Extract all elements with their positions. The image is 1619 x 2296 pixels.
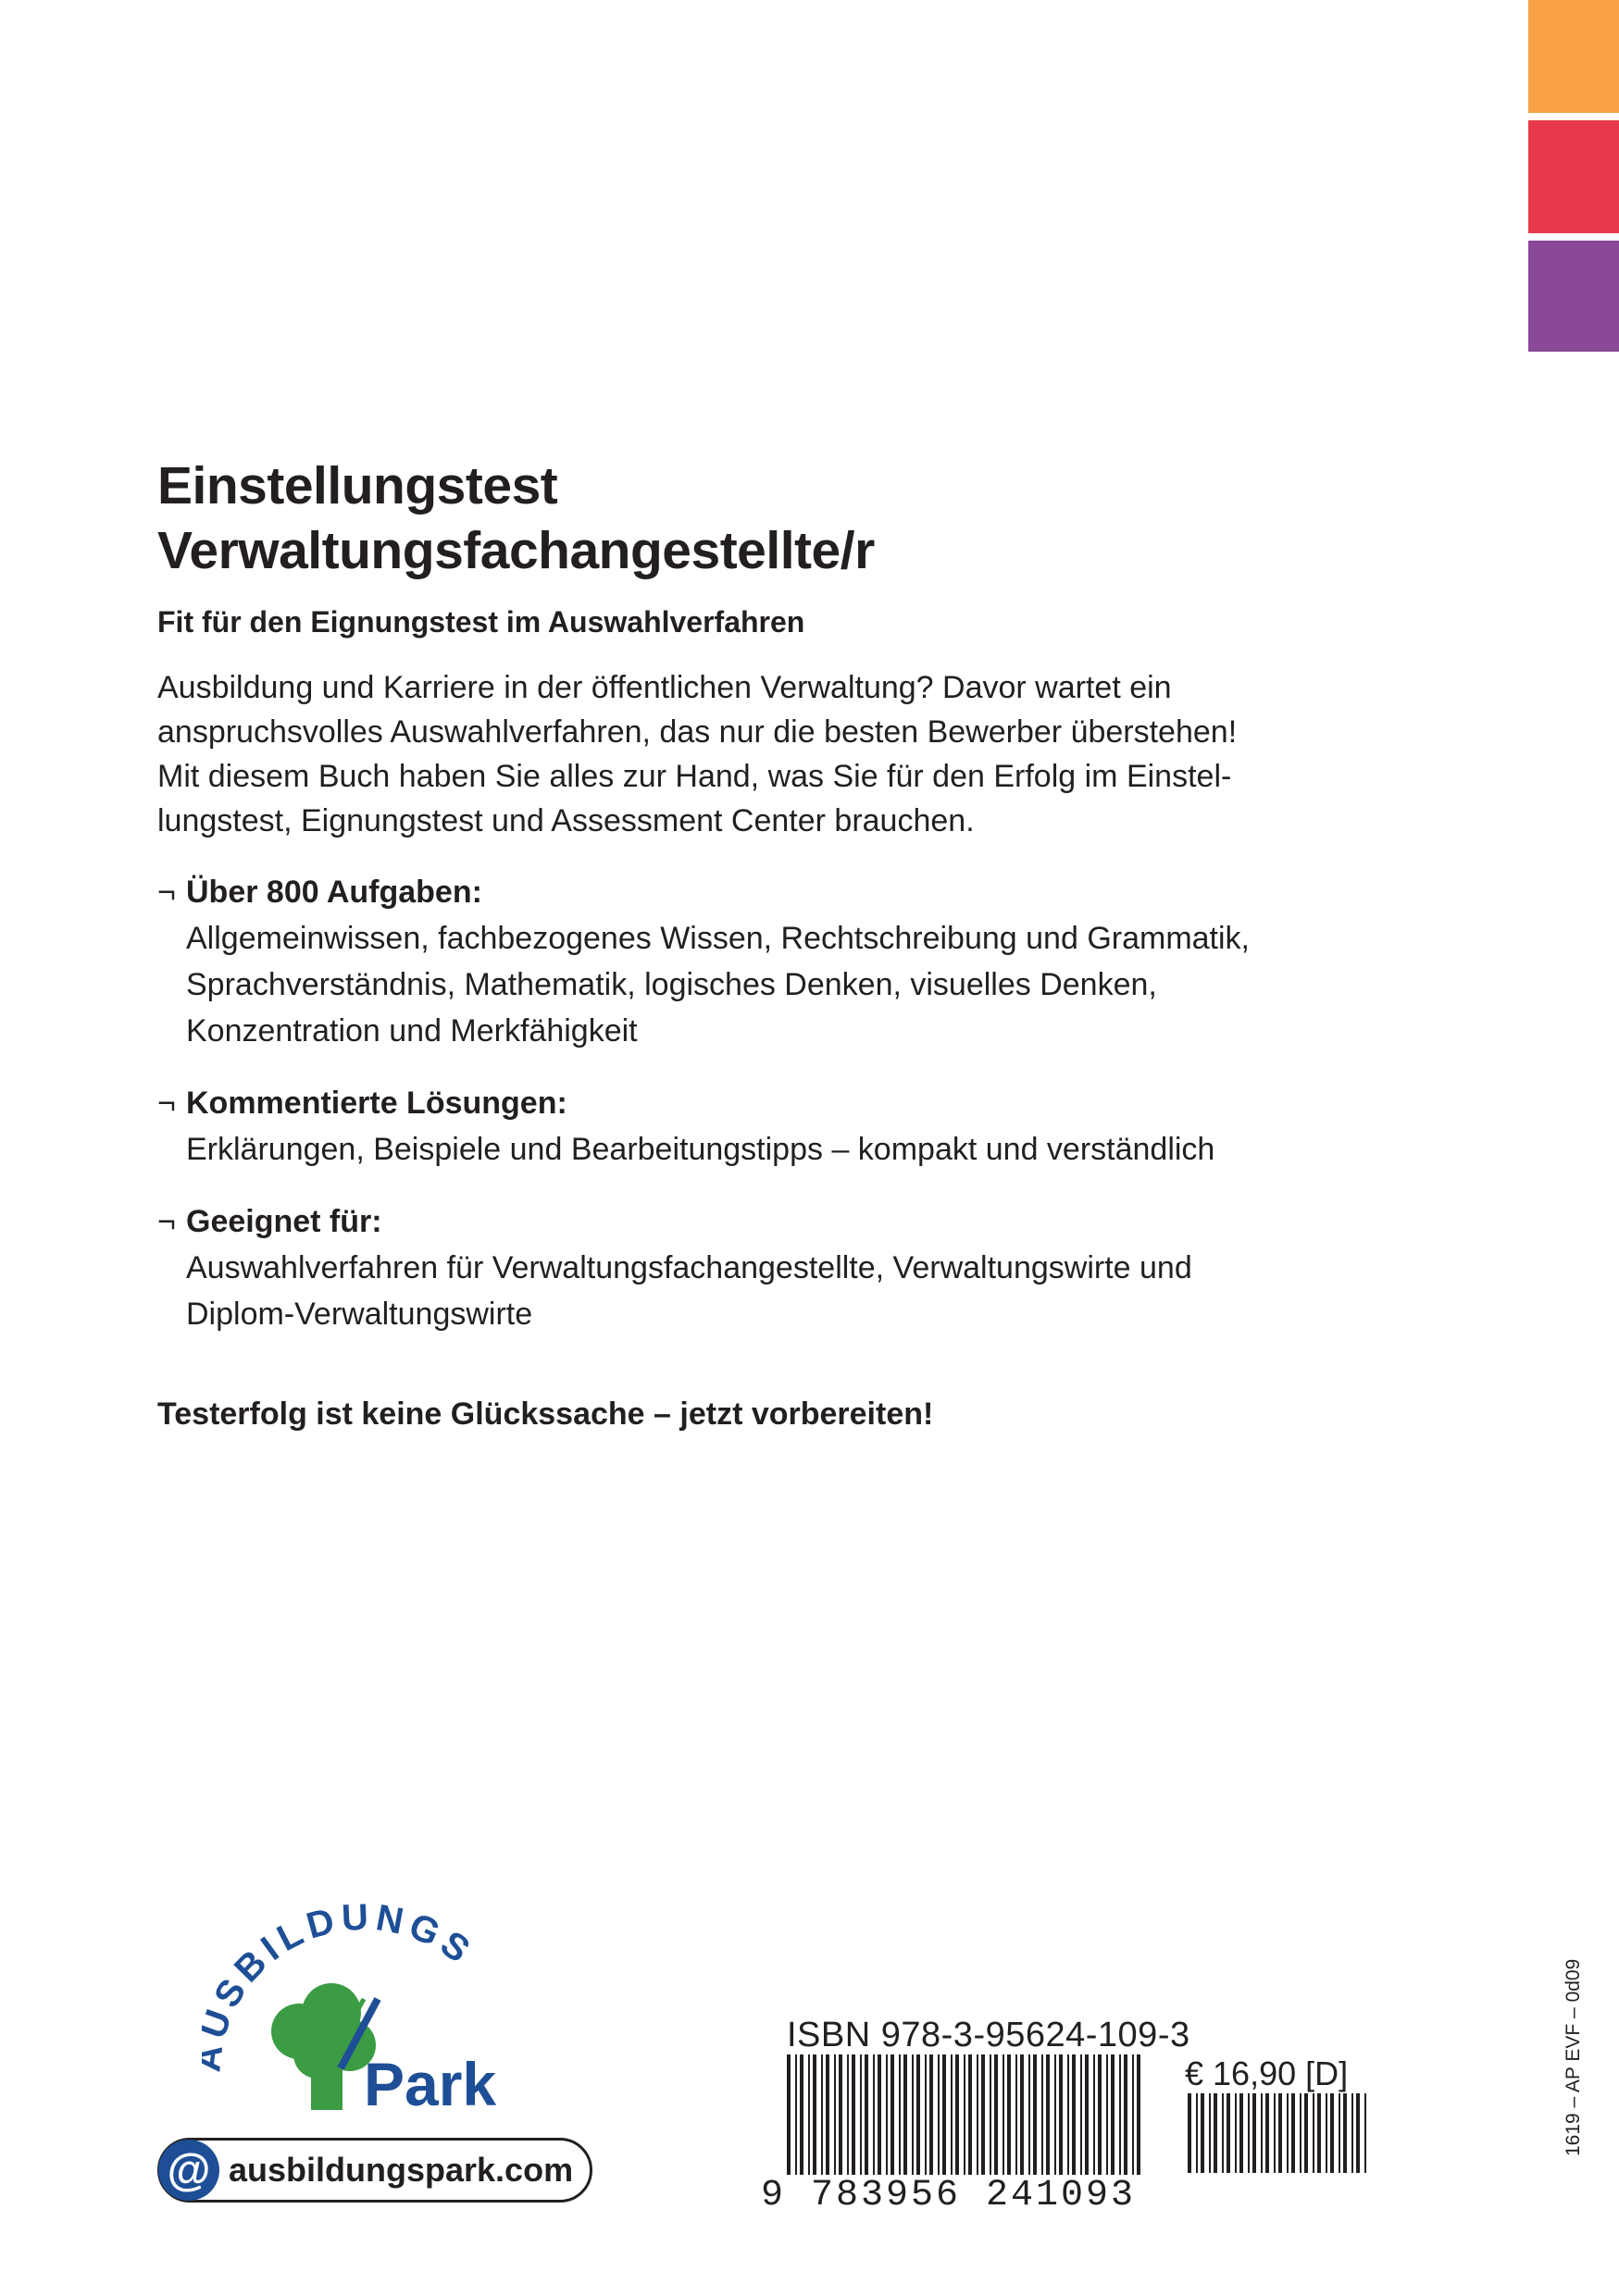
tree-icon — [271, 1983, 378, 2110]
barcode-bar — [1003, 2054, 1004, 2175]
barcode-bar — [1041, 2054, 1043, 2175]
barcode-bar — [1119, 2054, 1121, 2175]
barcode-bar — [847, 2054, 849, 2175]
title-line-1: Einstellungstest — [157, 456, 558, 515]
at-icon: @ — [158, 2140, 219, 2201]
barcode-bar — [1098, 2054, 1102, 2175]
feature-heading-text: Über 800 Aufgaben: — [186, 875, 482, 910]
barcode-bar — [813, 2054, 816, 2175]
feature-line: Sprachverständnis, Mathematik, logisches Denken, visuelles Denken, — [186, 967, 1157, 1002]
barcode-bar — [938, 2054, 940, 2175]
feature-body — [157, 1245, 1334, 1337]
barcode-bar — [1046, 2054, 1050, 2175]
barcode-bar — [1317, 2093, 1321, 2173]
barcode-bar — [1132, 2054, 1134, 2175]
intro-line: lungstest, Eignungstest und Assessment Center brauchen. — [157, 803, 975, 838]
closing-slogan: Testerfolg ist keine Glückssache – jetzt vorbereiten! — [157, 1396, 934, 1432]
intro-line: Ausbildung und Karriere in der öffentlichen Verwaltung? Davor wartet ein — [157, 670, 1172, 705]
barcode-bar — [1072, 2054, 1076, 2175]
isbn-barcode — [787, 2054, 1148, 2175]
intro-line: anspruchsvolles Auswahlverfahren, das nur die besten Bewerber überstehen! — [157, 714, 1238, 750]
logo-graphic — [202, 1902, 554, 2124]
barcode-bar — [873, 2054, 875, 2175]
barcode-bar — [1080, 2054, 1082, 2175]
barcode-bar — [1364, 2093, 1366, 2173]
barcode-bar — [1343, 2093, 1347, 2173]
barcode-bar — [1265, 2093, 1269, 2173]
barcode-bar — [1028, 2054, 1030, 2175]
barcode-bar — [1106, 2054, 1108, 2175]
logo-wordmark: Park — [364, 2050, 497, 2118]
barcode-bar — [1330, 2093, 1334, 2173]
barcode-bar — [1339, 2093, 1340, 2173]
feature-body — [157, 1126, 1334, 1173]
website-url: ausbildungspark.com — [229, 2151, 574, 2189]
barcode-bar — [1124, 2054, 1127, 2175]
barcode-bar — [1291, 2093, 1295, 2173]
barcode-bar — [1261, 2093, 1263, 2173]
product-code: 1619 – AP EVF – 0d09 — [1563, 1958, 1584, 2156]
barcode-bar — [1196, 2093, 1198, 2173]
barcode-bar — [1033, 2054, 1037, 2175]
barcode-bar — [1287, 2093, 1289, 2173]
subtitle: Fit für den Eignungstest im Auswahlverfahren — [157, 605, 805, 639]
barcode-bar — [834, 2054, 836, 2175]
barcode-bar — [1222, 2093, 1224, 2173]
barcode-bar — [787, 2054, 791, 2175]
barcode-bar — [903, 2054, 907, 2175]
barcode-bar — [1235, 2093, 1237, 2173]
feature-suitable-for — [157, 1198, 1361, 1337]
back-cover-text — [157, 453, 1361, 1433]
price: € 16,90 [D] — [1185, 2054, 1349, 2092]
barcode-bar — [1201, 2093, 1204, 2173]
feature-heading-text: Geeignet für: — [186, 1204, 382, 1239]
red-color-tab — [1528, 120, 1619, 233]
barcode-bar — [990, 2054, 991, 2175]
barcode-bar — [878, 2054, 881, 2175]
barcode-bar — [1252, 2093, 1256, 2173]
barcode-bar — [1304, 2093, 1308, 2173]
barcode-bar — [1239, 2093, 1243, 2173]
barcode-bar — [912, 2054, 914, 2175]
barcode-bar — [839, 2054, 842, 2175]
barcode-bar — [808, 2054, 810, 2175]
barcode-bar — [929, 2054, 933, 2175]
bullet-icon: ¬ — [157, 1086, 176, 1121]
isbn-number: ISBN 978-3-95624-109-3 — [787, 2016, 1190, 2054]
barcode-bar — [1015, 2054, 1017, 2175]
barcode-bar — [981, 2054, 985, 2175]
barcode-bar — [1356, 2093, 1360, 2173]
barcode-bar — [1351, 2093, 1353, 2173]
barcode-bar — [860, 2054, 862, 2175]
feature-heading — [157, 869, 1361, 915]
barcode-bar — [852, 2054, 855, 2175]
barcode-bar — [1093, 2054, 1095, 2175]
logo-arc-text: SBILDUNGS — [206, 1902, 482, 2015]
feature-heading — [157, 1198, 1361, 1245]
website-badge[interactable] — [157, 2138, 592, 2203]
barcode-bar — [1278, 2093, 1282, 2173]
feature-heading-text: Kommentierte Lösungen: — [186, 1086, 567, 1121]
barcode-bar — [886, 2054, 888, 2175]
barcode-bar — [899, 2054, 901, 2175]
barcode-bar — [955, 2054, 959, 2175]
barcode-bar — [1326, 2093, 1327, 2173]
barcode-bar — [800, 2054, 803, 2175]
feature-line: Allgemeinwissen, fachbezogenes Wissen, Rechtschreibung und Grammatik, — [186, 921, 1250, 956]
feature-heading — [157, 1080, 1361, 1126]
title-line-2: Verwaltungsfachangestellte/r — [157, 521, 875, 580]
barcode-bar — [1137, 2054, 1140, 2175]
intro-line: Mit diesem Buch haben Sie alles zur Hand, was Sie für den Erfolg im Einstel- — [157, 759, 1232, 794]
feature-line: Konzentration und Merkfähigkeit — [186, 1013, 638, 1049]
barcode-bar — [1188, 2093, 1191, 2173]
barcode-bar — [795, 2054, 797, 2175]
intro-paragraph — [157, 665, 1305, 843]
barcode-bar — [1085, 2054, 1089, 2175]
feature-solutions — [157, 1080, 1361, 1173]
barcode-bar — [1111, 2054, 1115, 2175]
barcode-bar — [916, 2054, 920, 2175]
barcode-bar — [1274, 2093, 1276, 2173]
barcode-bar — [1313, 2093, 1314, 2173]
feature-tasks — [157, 869, 1361, 1054]
barcode-bar — [925, 2054, 927, 2175]
barcode-bar — [1209, 2093, 1211, 2173]
barcode-bar — [865, 2054, 868, 2175]
feature-line: Diplom-Verwaltungswirte — [186, 1297, 533, 1332]
bullet-icon: ¬ — [157, 1204, 176, 1239]
ausbildungspark-logo — [202, 1902, 554, 2124]
bullet-icon: ¬ — [157, 875, 176, 910]
barcode-bar — [942, 2054, 946, 2175]
feature-body — [157, 915, 1334, 1054]
barcode-bar — [1059, 2054, 1063, 2175]
barcode-bar — [890, 2054, 894, 2175]
barcode-bar — [1067, 2054, 1069, 2175]
book-title — [157, 453, 1361, 583]
orange-color-tab — [1528, 0, 1619, 113]
barcode-bar — [1007, 2054, 1011, 2175]
purple-color-tab — [1528, 241, 1619, 352]
barcode-bar — [1248, 2093, 1250, 2173]
barcode-bar — [964, 2054, 965, 2175]
price-barcode — [1188, 2093, 1373, 2173]
barcode-bar — [968, 2054, 972, 2175]
barcode-bar — [1227, 2093, 1230, 2173]
barcode-bar — [977, 2054, 978, 2175]
feature-line: Auswahlverfahren für Verwaltungsfachangestellte, Verwaltungswirte und — [186, 1250, 1192, 1285]
color-tabs — [1528, 0, 1619, 359]
barcode-bar — [994, 2054, 998, 2175]
barcode-bar — [826, 2054, 829, 2175]
barcode-bar — [1020, 2054, 1024, 2175]
barcode-bar — [1054, 2054, 1056, 2175]
barcode-bar — [1300, 2093, 1301, 2173]
ean-digits: 9 783956 241093 — [761, 2175, 1137, 2216]
barcode-bar — [1214, 2093, 1217, 2173]
barcode-bar — [821, 2054, 823, 2175]
feature-line: Erklärungen, Beispiele und Bearbeitungstipps – kompakt und verständlich — [186, 1132, 1215, 1167]
barcode-bar — [951, 2054, 953, 2175]
